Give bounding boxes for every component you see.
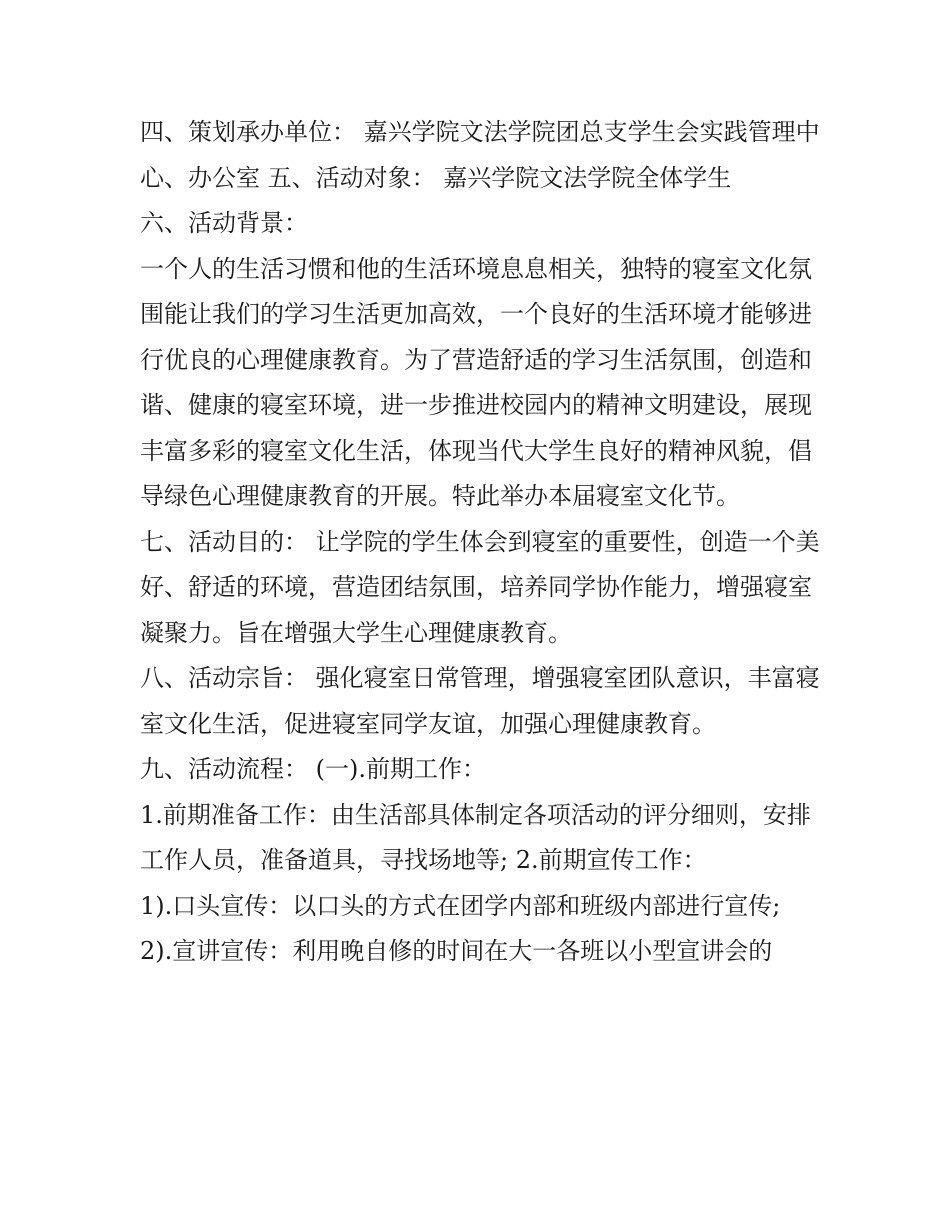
document-body bbox=[140, 110, 820, 975]
paragraph-organizers-and-participants: 四、策划承办单位： 嘉兴学院文法学院团总支学生会实践管理中心、办公室 五、活动对象： 嘉兴学院文法学院全体学生 bbox=[140, 118, 820, 192]
paragraph-activity-purpose: 七、活动目的： 让学院的学生体会到寝室的重要性，创造一个美好、舒适的环境，营造团结氛围，培养同学协作能力，增强寝室凝聚力。旨在增强大学生心理健康教育。 bbox=[140, 527, 820, 647]
paragraph-preparation-work: 1.前期准备工作：由生活部具体制定各项活动的评分细则，安排工作人员，准备道具，寻找场地等; 2.前期宣传工作： bbox=[140, 800, 811, 874]
paragraph-activity-aim: 八、活动宗旨： 强化寝室日常管理，增强寝室团队意识，丰富寝室文化生活，促进寝室同学友谊，加强心理健康教育。 bbox=[140, 664, 820, 738]
paragraph-oral-promotion: 1).口头宣传：以口头的方式在团学内部和班级内部进行宣传; bbox=[140, 891, 781, 920]
heading-activity-process: 九、活动流程： (一).前期工作： bbox=[140, 755, 486, 783]
heading-activity-background: 六、活动背景： bbox=[140, 209, 308, 237]
paragraph-lecture-promotion: 2).宣讲宣传：利用晚自修的时间在大一各班以小型宣讲会的 bbox=[140, 937, 773, 965]
paragraph-activity-background: 一个人的生活习惯和他的生活环境息息相关，独特的寝室文化氛围能让我们的学习生活更加高效，一个良好的生活环境才能够进行优良的心理健康教育。为了营造舒适的学习生活氛围，创造和谐、健康的寝室环境，进一步推进校园内的精神文明建设，展现丰富多彩的寝室文化生活，体现当代大学生良好的精神风貌，倡导绿色心理健康教育的开展。特此举办本届寝室文化节。 bbox=[140, 254, 812, 510]
